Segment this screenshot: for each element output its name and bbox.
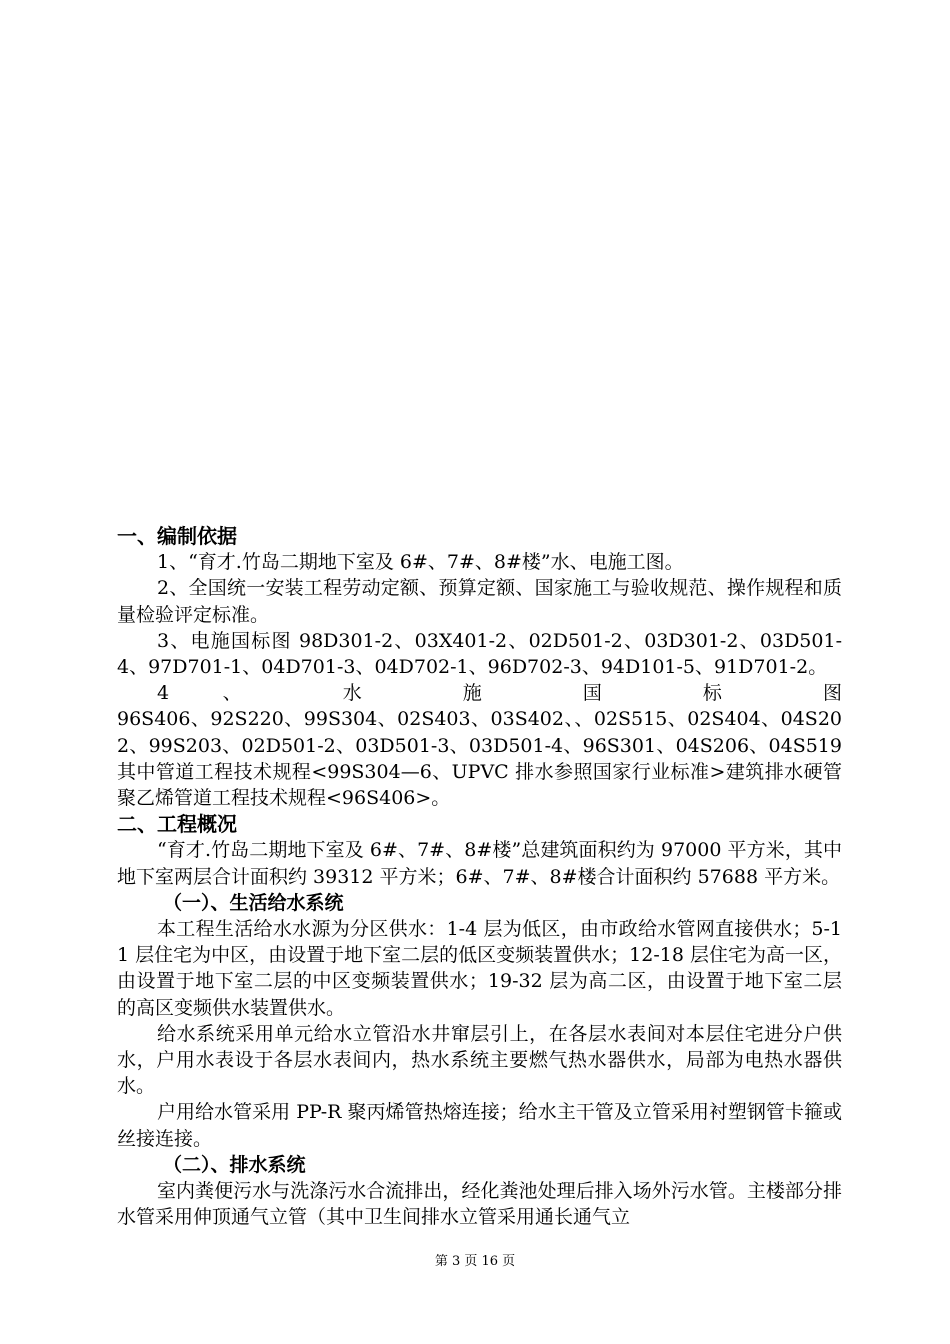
paragraph: 本工程生活给水水源为分区供水：1-4 层为低区，由市政给水管网直接供水；5-11 层住宅为中区，由设置于地下室二层的低区变频装置供水；12-18 层住宅为高一区，由设置于地下室二层的中区变频装置供水；19-32 层为高二区，由设置于地下室二层的高区变频供水装置供水。 (117, 918, 842, 1019)
page-number: 第 3 页 16 页 (434, 1254, 516, 1269)
document-body (117, 523, 842, 1230)
section-heading: 一、编制依据 (117, 524, 237, 548)
subsection-heading: （二）、排水系统 (163, 1153, 306, 1176)
paragraph: “育才.竹岛二期地下室及 6#、7#、8#楼”总建筑面积约为 97000 平方米，其中地下室两层合计面积约 39312 平方米；6#、7#、8#楼合计面积约 57688 平方米。 (117, 839, 842, 888)
paragraph: 4 、 水 施 国 标 图 (157, 682, 842, 705)
paragraph: 给水系统采用单元给水立管沿水井窜层引上，在各层水表间对本层住宅进分户供水，户用水表设于各层水表间内，热水系统主要燃气热水器供水，局部为电热水器供水。 (117, 1022, 842, 1098)
paragraph: 3、电施国标图 98D301-2、03X401-2、02D501-2、03D301-2、03D501-4、97D701-1、04D701-3、04D702-1、96D702-3、94D101-5、91D701-2。 (117, 629, 842, 679)
paragraph: 1、“育才.竹岛二期地下室及 6#、7#、8#楼”水、电施工图。 (157, 551, 684, 574)
paragraph: 室内粪便污水与洗涤污水合流排出，经化粪池处理后排入场外污水管。主楼部分排水管采用伸顶通气立管（其中卫生间排水立管采用通长通气立 (117, 1180, 842, 1229)
section-heading: 二、工程概况 (117, 812, 237, 837)
subsection-heading: （一）、生活给水系统 (163, 891, 344, 914)
paragraph: 户用给水管采用 PP-R 聚丙烯管热熔连接；给水主干管及立管采用衬塑钢管卡箍或丝接连接。 (117, 1101, 842, 1150)
paragraph: 2、全国统一安装工程劳动定额、预算定额、国家施工与验收规范、操作规程和质量检验评定标准。 (117, 577, 842, 626)
paragraph: 96S406、92S220、99S304、02S403、03S402、、02S515、02S404、04S202、99S203、02D501-2、03D501-3、03D501-4、96S301、04S206、04S519 其中管道工程技术规程<99S304—6、UPVC 排水参照国家行业标准>建筑排水硬管聚乙烯管道工程技术规程<96S406>。 (117, 708, 842, 810)
